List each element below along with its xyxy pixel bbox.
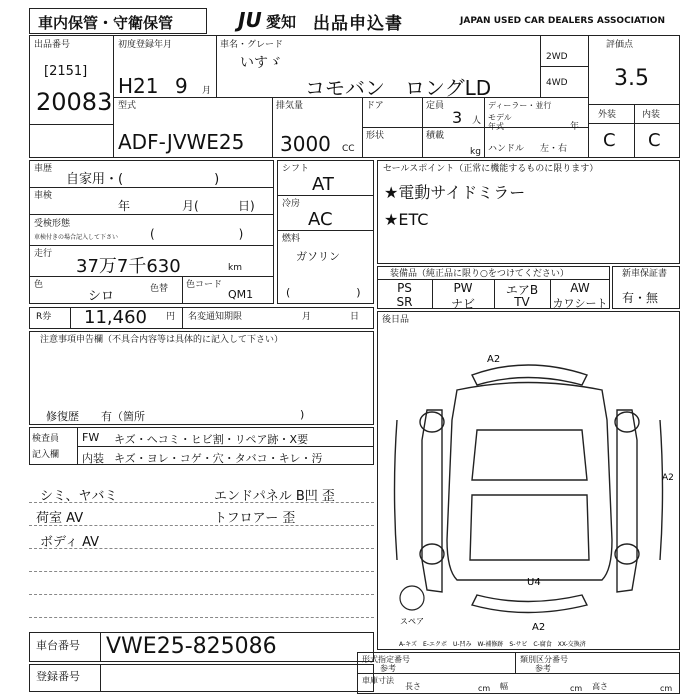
note-left-1: シミ、ヤバミ — [40, 489, 118, 504]
shift-label: シフト — [282, 164, 310, 174]
shape-label: 形状 — [366, 131, 385, 141]
form-title: 出品申込書 — [313, 14, 403, 34]
exterior-grade: C — [603, 130, 616, 151]
association-name: JAPAN USED CAR DEALERS ASSOCIATION — [460, 16, 665, 26]
lot-sub-number: [2151] — [44, 64, 88, 79]
note-left-2: 荷室 AV — [36, 511, 84, 526]
model-name: コモバン ロングLD — [305, 76, 492, 100]
color-value: シロ — [88, 289, 115, 304]
equip-sr: SR — [396, 295, 413, 309]
interior-grade: C — [648, 130, 661, 151]
guarantee-label: 新車保証書 — [622, 269, 668, 279]
reg-label: 登録番号 — [36, 670, 80, 683]
damage-mark-rear: A2 — [532, 622, 546, 633]
dealer-label: ディーラー・並行 — [488, 101, 552, 110]
chassis-number: VWE25-825086 — [106, 634, 277, 659]
rating-score: 3.5 — [614, 66, 649, 91]
notes-label: 注意事項申告欄（不具合内容等は具体的に記入して下さい） — [40, 335, 284, 345]
sales-point-2: ★ETC — [384, 210, 429, 229]
rating-label: 評価点 — [606, 40, 634, 50]
notice-label: 名変通知期限 — [188, 312, 243, 322]
mileage-label: 走行 — [34, 249, 53, 259]
accept-label: 受検形態 — [34, 219, 71, 229]
handle-options: 左・右 — [540, 144, 568, 154]
damage-mark-side: A2 — [662, 473, 674, 483]
load-label: 積載 — [426, 131, 445, 141]
capacity-label: 定員 — [426, 101, 445, 111]
car-damage-diagram — [377, 330, 680, 650]
fuel-value: ガソリン — [296, 250, 340, 263]
ju-logo: JU — [238, 8, 262, 32]
drive-4wd: 4WD — [546, 78, 568, 88]
accept-bracket: ( ) — [150, 227, 244, 241]
drive-2wd: 2WD — [546, 52, 568, 62]
lot-label: 出品番号 — [34, 40, 71, 50]
exterior-label: 外装 — [598, 110, 617, 120]
equip-pw: PW — [453, 281, 473, 295]
equip-tv: TV — [514, 295, 530, 309]
storage-label-box — [29, 8, 207, 34]
equipment-label: 装備品（純正品に限り○をつけてください） — [390, 269, 569, 279]
displacement-value: 3000 — [280, 132, 331, 156]
displacement-label: 排気量 — [276, 101, 304, 111]
type-label: 型式 — [118, 101, 137, 111]
model-label: 車名・グレード — [220, 40, 284, 50]
org-name: 愛知 — [266, 13, 297, 31]
note-left-3: ボディ AV — [40, 535, 100, 550]
registration-month: 9 — [175, 74, 188, 98]
rear-items-label: 後日品 — [382, 315, 410, 325]
inspector-interior-options: キズ・ヨレ・コゲ・穴・タバコ・キレ・汚 — [114, 452, 323, 465]
sales-point-1: ★電動サイドミラー — [384, 183, 526, 202]
damage-mark-front: A2 — [487, 354, 501, 365]
history-label: 車歴 — [34, 164, 53, 174]
chassis-label: 車台番号 — [36, 639, 80, 652]
doors-label: ドア — [366, 101, 384, 111]
recycle-value: 11,460 — [84, 307, 147, 328]
maker-name: いすゞ — [240, 55, 282, 71]
inspection-label: 車検 — [34, 191, 53, 201]
shift-value: AT — [312, 174, 334, 195]
equip-airbag: エアB — [505, 283, 539, 297]
inspector-exterior-options: キズ・ヘコミ・ヒビ割・リペア跡・X要 — [114, 433, 309, 446]
guarantee-value: 有・無 — [622, 291, 659, 305]
handle-label: ハンドル — [488, 144, 525, 154]
damage-mark-floor: U4 — [527, 577, 541, 588]
registration-year: H21 — [118, 74, 159, 98]
registration-label: 初度登録年月 — [118, 40, 173, 50]
equip-leather: カワシート — [552, 297, 608, 310]
sales-point-label: セールスポイント（正常に機能するものに限ります） — [383, 164, 599, 174]
equip-ps: PS — [397, 281, 412, 295]
damage-legend: A-キズ E-エクボ U-凹み W-補修跡 S-サビ C-腐食 XX-交換済 — [399, 641, 586, 648]
lot-number: 20083 — [36, 88, 113, 116]
interior-label: 内装 — [642, 110, 661, 120]
repair-close: ) — [300, 408, 305, 421]
history-value: 自家用・( ) — [66, 172, 220, 187]
fuel-label: 燃料 — [282, 234, 301, 244]
ac-value: AC — [308, 209, 333, 230]
spare-tire-icon — [400, 586, 424, 610]
spare-label: スペア — [400, 617, 424, 626]
repaint-label: 色替 — [150, 284, 169, 294]
recycle-label: R券 — [36, 312, 52, 322]
repair-history: 修復歴 有（箇所 — [46, 410, 145, 423]
equip-aw: AW — [570, 281, 590, 295]
color-label: 色 — [34, 280, 44, 290]
storage-label: 車内保管・守衛保管 — [38, 14, 174, 32]
equip-navi: ナビ — [450, 297, 475, 311]
color-code-value: QM1 — [228, 288, 254, 301]
color-code-label: 色コード — [186, 280, 223, 290]
accept-sub: 車検付きの場合記入して下さい — [34, 234, 119, 241]
mileage-value: 37万7千630 — [76, 256, 181, 277]
note-right-1: エンドパネル B凹 歪 — [214, 489, 335, 504]
capacity-value: 3 — [452, 108, 463, 127]
model-year-label: モデル 年式 — [488, 113, 512, 131]
note-right-2: トフロアー 歪 — [214, 511, 296, 526]
type-code: ADF-JVWE25 — [118, 130, 245, 154]
reg-block — [29, 664, 374, 692]
ac-label: 冷房 — [282, 199, 301, 209]
